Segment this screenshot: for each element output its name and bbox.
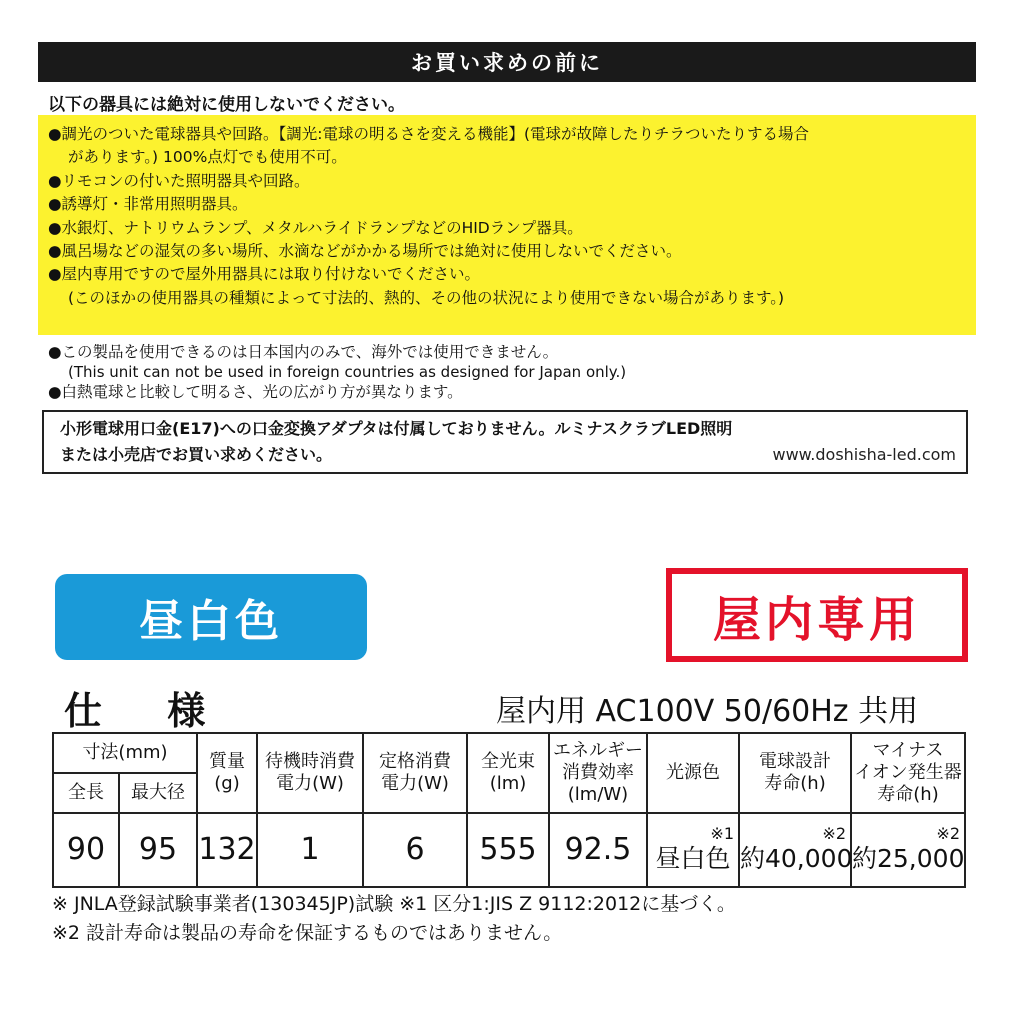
header-standby <box>257 733 363 813</box>
table-row <box>53 813 965 887</box>
note-ref-2: ※2 <box>936 824 960 843</box>
warning-line: ●風呂場などの湿気の多い場所、水滴などがかかる場所では絶対に使用しないでください。 <box>48 242 682 261</box>
header-bar <box>38 42 976 82</box>
value-standby: 1 <box>257 813 363 887</box>
value-life: 約40,000 <box>740 844 853 873</box>
header-mass <box>197 733 257 813</box>
header-flux <box>467 733 549 813</box>
header-standby-2: 電力(W) <box>276 773 344 794</box>
spec-subtitle: 屋内用 AC100V 50/60Hz 共用 <box>496 694 919 729</box>
header-rated-1: 定格消費 <box>379 751 451 772</box>
header-ion-2: イオン発生器 <box>854 762 962 783</box>
header-eff-2: 消費効率 <box>562 762 634 783</box>
adapter-line-2-row <box>60 442 956 468</box>
value-life-cell <box>739 813 851 887</box>
footnote-2: ※2 設計寿命は製品の寿命を保証するものではありません。 <box>52 922 563 944</box>
adapter-notice <box>42 410 968 474</box>
note-ref-1: ※1 <box>710 824 734 843</box>
value-rated: 6 <box>363 813 467 887</box>
value-light-color <box>647 813 739 887</box>
light-color-badge: 昼白色 <box>55 574 367 660</box>
header-ion-3: 寿命(h) <box>877 784 939 805</box>
warning-line: ●屋内専用ですので屋外用器具には取り付けないでください。 <box>48 265 481 284</box>
warning-line: ●調光のついた電球器具や回路。【調光:電球の明るさを変える機能】(電球が故障したりチラついたりする場合 <box>48 125 810 143</box>
note-ref-2: ※2 <box>822 824 846 843</box>
value-color: 昼白色 <box>655 844 731 873</box>
value-mass: 132 <box>197 813 257 887</box>
header-mass-2: (g) <box>214 773 240 794</box>
header-efficiency <box>549 733 647 813</box>
header-rated <box>363 733 467 813</box>
header-light-color: 光源色 <box>647 733 739 813</box>
warning-line: (このほかの使用器具の種類によって寸法的、熱的、その他の状況により使用できない場合があります。) <box>68 288 785 307</box>
value-diameter: 95 <box>119 813 197 887</box>
header-flux-2: (lm) <box>489 773 527 794</box>
footnotes <box>52 890 736 948</box>
notes <box>48 342 626 402</box>
adapter-line-1: 小形電球用口金(E17)への口金変換アダプタは付属しておりません。ルミナスクラブLED照明 <box>60 419 733 438</box>
indoor-only-badge: 屋内専用 <box>666 568 968 662</box>
header-standby-1: 待機時消費 <box>265 751 355 772</box>
note-brightness: ●白熱電球と比較して明るさ、光の広がり方が異なります。 <box>48 383 463 401</box>
warning-line: があります。) 100%点灯でも使用不可。 <box>68 148 347 167</box>
warning-title: 以下の器具には絶対に使用しないでください。 <box>48 95 405 115</box>
header-life-2: 寿命(h) <box>764 773 826 794</box>
header-ion <box>851 733 965 813</box>
value-length: 90 <box>53 813 119 887</box>
note-japan-only: ●この製品を使用できるのは日本国内のみで、海外では使用できません。 <box>48 343 559 361</box>
header-eff-3: (lm/W) <box>567 784 629 805</box>
warning-box <box>38 115 976 335</box>
spec-table <box>52 732 966 888</box>
value-ion-cell <box>851 813 965 887</box>
header-length: 全長 <box>53 773 119 813</box>
header-eff-1: エネルギー <box>553 740 643 761</box>
footnote-1: ※ JNLA登録試験事業者(130345JP)試験 ※1 区分1:JIS Z 9112:2012に基づく。 <box>52 893 736 915</box>
header-size: 寸法(mm) <box>53 733 197 773</box>
adapter-line-2: または小売店でお買い求めください。 <box>60 445 333 464</box>
header-ion-1: マイナス <box>872 740 944 761</box>
warning-line: ●誘導灯・非常用照明器具。 <box>48 195 248 214</box>
value-efficiency: 92.5 <box>549 813 647 887</box>
header-diameter: 最大径 <box>119 773 197 813</box>
website-url: www.doshisha-led.com <box>772 445 956 464</box>
warning-line: ●リモコンの付いた照明器具や回路。 <box>48 171 310 190</box>
value-flux: 555 <box>467 813 549 887</box>
spec-title: 仕 様 <box>64 689 232 733</box>
warning-line: ●水銀灯、ナトリウムランプ、メタルハライドランプなどのHIDランプ器具。 <box>48 218 583 237</box>
value-ion-life: 約25,000 <box>852 844 965 873</box>
header-life-1: 電球設計 <box>759 751 831 772</box>
header-life <box>739 733 851 813</box>
header-rated-2: 電力(W) <box>381 773 449 794</box>
note-japan-only-en: (This unit can not be used in foreign countries as designed for Japan only.) <box>68 363 627 381</box>
header-title: お買い求めの前に <box>411 51 603 75</box>
header-flux-1: 全光束 <box>481 751 535 772</box>
header-mass-1: 質量 <box>209 751 245 772</box>
